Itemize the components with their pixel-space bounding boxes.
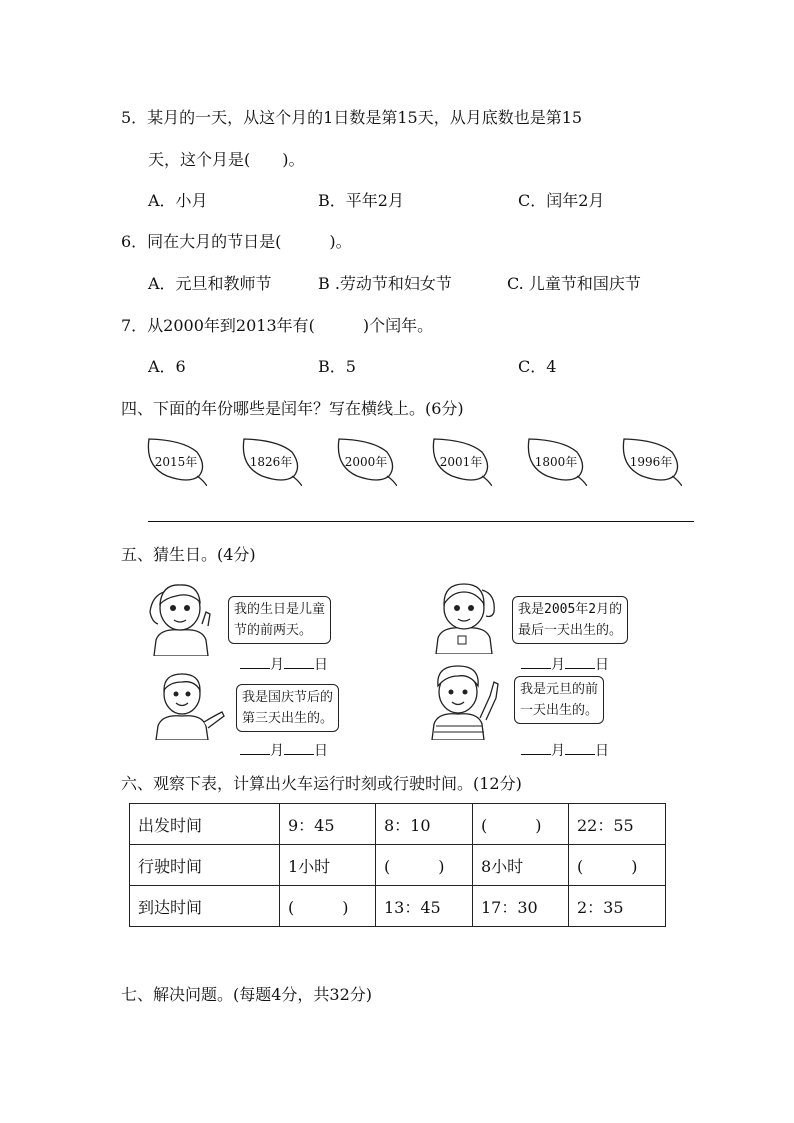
girl-character-icon	[146, 578, 216, 656]
birthday-answer-3[interactable]	[240, 740, 328, 760]
q7-option-a[interactable]: A．6	[148, 357, 186, 376]
boy-pointing-character-icon	[424, 660, 506, 740]
q6-option-a[interactable]: A．元旦和教师节	[148, 274, 272, 293]
leaf-year-label: 1996年	[629, 455, 673, 469]
q6-option-c[interactable]: C. 儿童节和国庆节	[507, 274, 641, 293]
leaf-year-label: 2001年	[439, 455, 483, 469]
train-schedule-table	[129, 803, 666, 927]
section5-title: 五、猜生日。(4分)	[121, 545, 256, 564]
month-label: 月	[551, 743, 565, 759]
day-label: 日	[595, 743, 609, 759]
boy-character-icon	[150, 670, 228, 740]
table-cell: 1小时	[280, 845, 376, 886]
row-header: 行驶时间	[130, 845, 280, 886]
day-label: 日	[314, 743, 328, 759]
speech-bubble-3: 我是国庆节后的 第三天出生的。	[236, 684, 339, 732]
q6-option-b[interactable]: B .劳动节和妇女节	[318, 274, 452, 293]
table-cell: 9：45	[280, 804, 376, 845]
birthday-answer-2[interactable]	[521, 654, 609, 674]
leaf-year-3	[333, 436, 397, 486]
q5-line1: 5．某月的一天，从这个月的1日数是第15天，从月底数也是第15	[121, 108, 583, 127]
birthday-answer-1[interactable]	[240, 654, 328, 674]
month-label: 月	[551, 657, 565, 673]
month-label: 月	[270, 657, 284, 673]
speech-bubble-4: 我是元旦的前 一天出生的。	[514, 676, 604, 724]
table-cell: 8：10	[376, 804, 473, 845]
row-header: 出发时间	[130, 804, 280, 845]
leaf-year-label: 2000年	[344, 455, 388, 469]
q7-option-b[interactable]: B．5	[318, 357, 356, 376]
leaf-year-4	[428, 436, 492, 486]
leaf-year-label: 2015年	[154, 455, 198, 469]
section6-title: 六、观察下表，计算出火车运行时刻或行驶时间。(12分)	[121, 774, 522, 793]
speech-bubble-2: 我是2005年2月的 最后一天出生的。	[512, 596, 628, 644]
q5-option-b[interactable]: B．平年2月	[318, 191, 404, 210]
leaf-year-label: 1800年	[534, 455, 578, 469]
birthday-answer-4[interactable]	[521, 740, 609, 760]
row-header: 到达时间	[130, 886, 280, 927]
q7-text: 7．从2000年到2013年有( )个闰年。	[121, 316, 434, 335]
day-label: 日	[314, 657, 328, 673]
answer-cell[interactable]: ( )	[376, 845, 473, 886]
answer-cell[interactable]: ( )	[473, 804, 569, 845]
table-row	[130, 804, 666, 845]
table-cell: 2：35	[569, 886, 666, 927]
q5-line2: 天，这个月是( )。	[148, 150, 305, 169]
leaf-year-1	[143, 436, 207, 486]
leaf-year-5	[523, 436, 587, 486]
q5-option-c[interactable]: C．闰年2月	[518, 191, 605, 210]
q5-option-a[interactable]: A．小月	[148, 191, 208, 210]
day-label: 日	[595, 657, 609, 673]
answer-cell[interactable]: ( )	[280, 886, 376, 927]
speech-bubble-1: 我的生日是儿童 节的前两天。	[228, 596, 331, 644]
section4-title: 四、下面的年份哪些是闰年？写在横线上。(6分)	[121, 399, 464, 418]
table-cell: 13：45	[376, 886, 473, 927]
q6-text: 6．同在大月的节日是( )。	[121, 232, 352, 251]
table-cell: 17：30	[473, 886, 569, 927]
q7-option-c[interactable]: C．4	[518, 357, 557, 376]
girl-character-icon	[428, 576, 500, 654]
section7-title: 七、解决问题。(每题4分，共32分)	[121, 985, 373, 1004]
table-row	[130, 886, 666, 927]
leaf-year-6	[618, 436, 682, 486]
leaf-year-2	[238, 436, 302, 486]
leaf-year-label: 1826年	[249, 455, 293, 469]
answer-cell[interactable]: ( )	[569, 845, 666, 886]
month-label: 月	[270, 743, 284, 759]
table-cell: 22：55	[569, 804, 666, 845]
table-row	[130, 845, 666, 886]
table-cell: 8小时	[473, 845, 569, 886]
answer-line[interactable]	[148, 521, 694, 522]
